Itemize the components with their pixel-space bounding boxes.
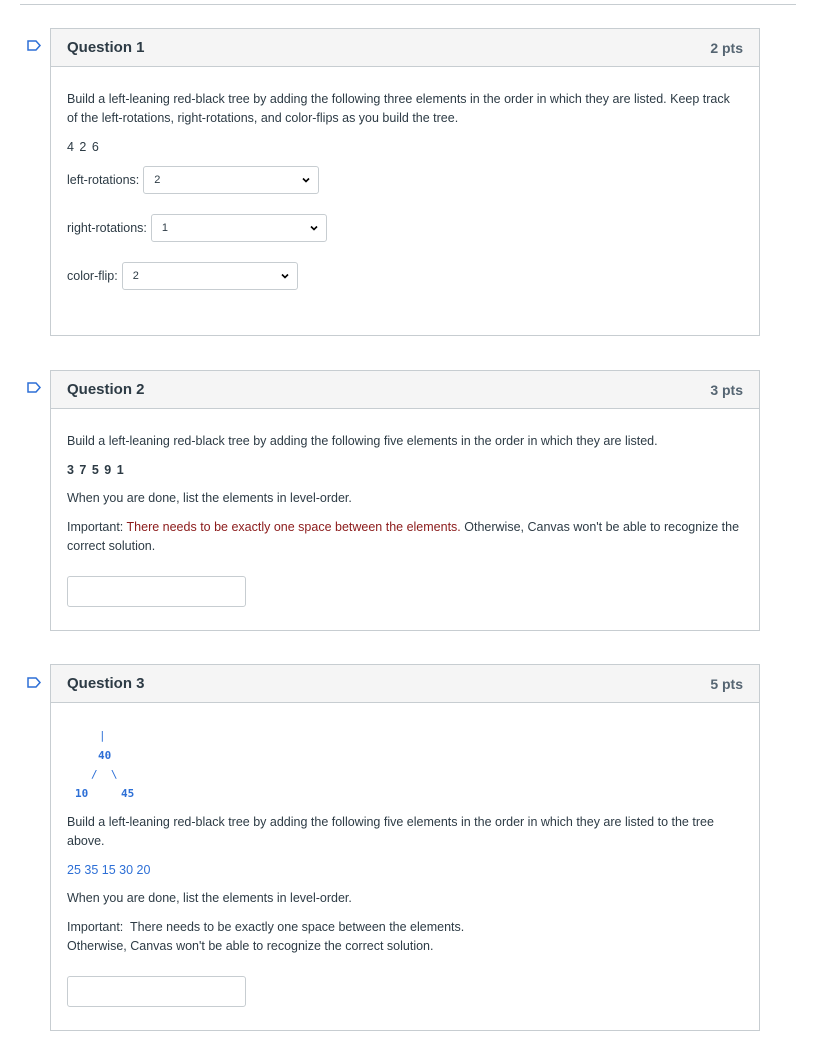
- question-elements: 4 2 6: [67, 140, 100, 154]
- question-3-header: [51, 665, 759, 703]
- important-note-line-1: Important: There needs to be exactly one space between the elements.: [67, 920, 465, 934]
- chevron-down-icon: [281, 272, 289, 280]
- question-elements: 3 7 5 9 1: [67, 463, 125, 477]
- flag-question-icon[interactable]: [27, 382, 41, 393]
- tree-node-root: 40: [98, 749, 112, 762]
- color-flip-select[interactable]: [122, 262, 298, 290]
- right-rotations-row: [67, 214, 743, 242]
- important-note: [67, 518, 743, 556]
- question-1-header: [51, 29, 759, 67]
- answer-input[interactable]: [67, 576, 246, 607]
- question-instruction: When you are done, list the elements in level-order.: [67, 891, 352, 905]
- question-2-header: [51, 371, 759, 409]
- question-instruction: When you are done, list the elements in level-order.: [67, 491, 352, 505]
- color-flip-label: color-flip:: [67, 268, 118, 283]
- right-rotations-value: 1: [161, 221, 169, 234]
- tree-diagram: [51, 703, 759, 803]
- question-elements: 25 35 15 30 20: [67, 863, 151, 877]
- flag-question-icon[interactable]: [27, 40, 41, 51]
- question-prompt: Build a left-leaning red-black tree by adding the following five elements in the order in which they are listed to the tree above.: [67, 815, 714, 848]
- flag-question-icon[interactable]: [27, 677, 41, 688]
- important-label: Important:: [67, 520, 124, 534]
- left-rotations-value: 2: [154, 173, 161, 186]
- top-divider: [20, 4, 796, 5]
- right-rotations-label: right-rotations:: [67, 220, 147, 235]
- important-note-line-2: Otherwise, Canvas won't be able to recognize the correct solution.: [67, 939, 434, 953]
- left-rotations-select[interactable]: [143, 166, 319, 194]
- question-points: 2 pts: [710, 39, 743, 56]
- chevron-down-icon: [302, 176, 310, 184]
- color-flip-value: 2: [132, 269, 139, 282]
- left-rotations-row: [67, 166, 743, 194]
- question-prompt: Build a left-leaning red-black tree by adding the following three elements in the order in which they are listed. Keep track of the left-rotations, right-rotations, and color-flips as you build the tree.: [67, 92, 730, 125]
- color-flip-row: [67, 262, 743, 290]
- question-1: [50, 28, 760, 336]
- question-points: 5 pts: [710, 675, 743, 692]
- tree-node-right: 45: [121, 787, 135, 800]
- tree-edges: / \: [91, 768, 118, 781]
- question-3: [50, 664, 760, 1031]
- tree-node-left: 10: [75, 787, 89, 800]
- question-title: Question 3: [67, 675, 145, 692]
- important-rest-text: Otherwise, Canvas won't be able to recognize the correct solution.: [67, 520, 740, 553]
- tree-root-link: |: [99, 729, 106, 742]
- question-points: 3 pts: [710, 381, 743, 398]
- question-title: Question 2: [67, 381, 145, 398]
- chevron-down-icon: [310, 224, 318, 232]
- question-prompt: Build a left-leaning red-black tree by adding the following five elements in the order in which they are listed.: [67, 434, 658, 448]
- right-rotations-select[interactable]: [151, 214, 327, 242]
- question-2: [50, 370, 760, 631]
- left-rotations-label: left-rotations:: [67, 172, 140, 187]
- answer-input[interactable]: [67, 976, 246, 1007]
- important-red-text: There needs to be exactly one space between the elements.: [126, 520, 461, 534]
- question-title: Question 1: [67, 39, 145, 56]
